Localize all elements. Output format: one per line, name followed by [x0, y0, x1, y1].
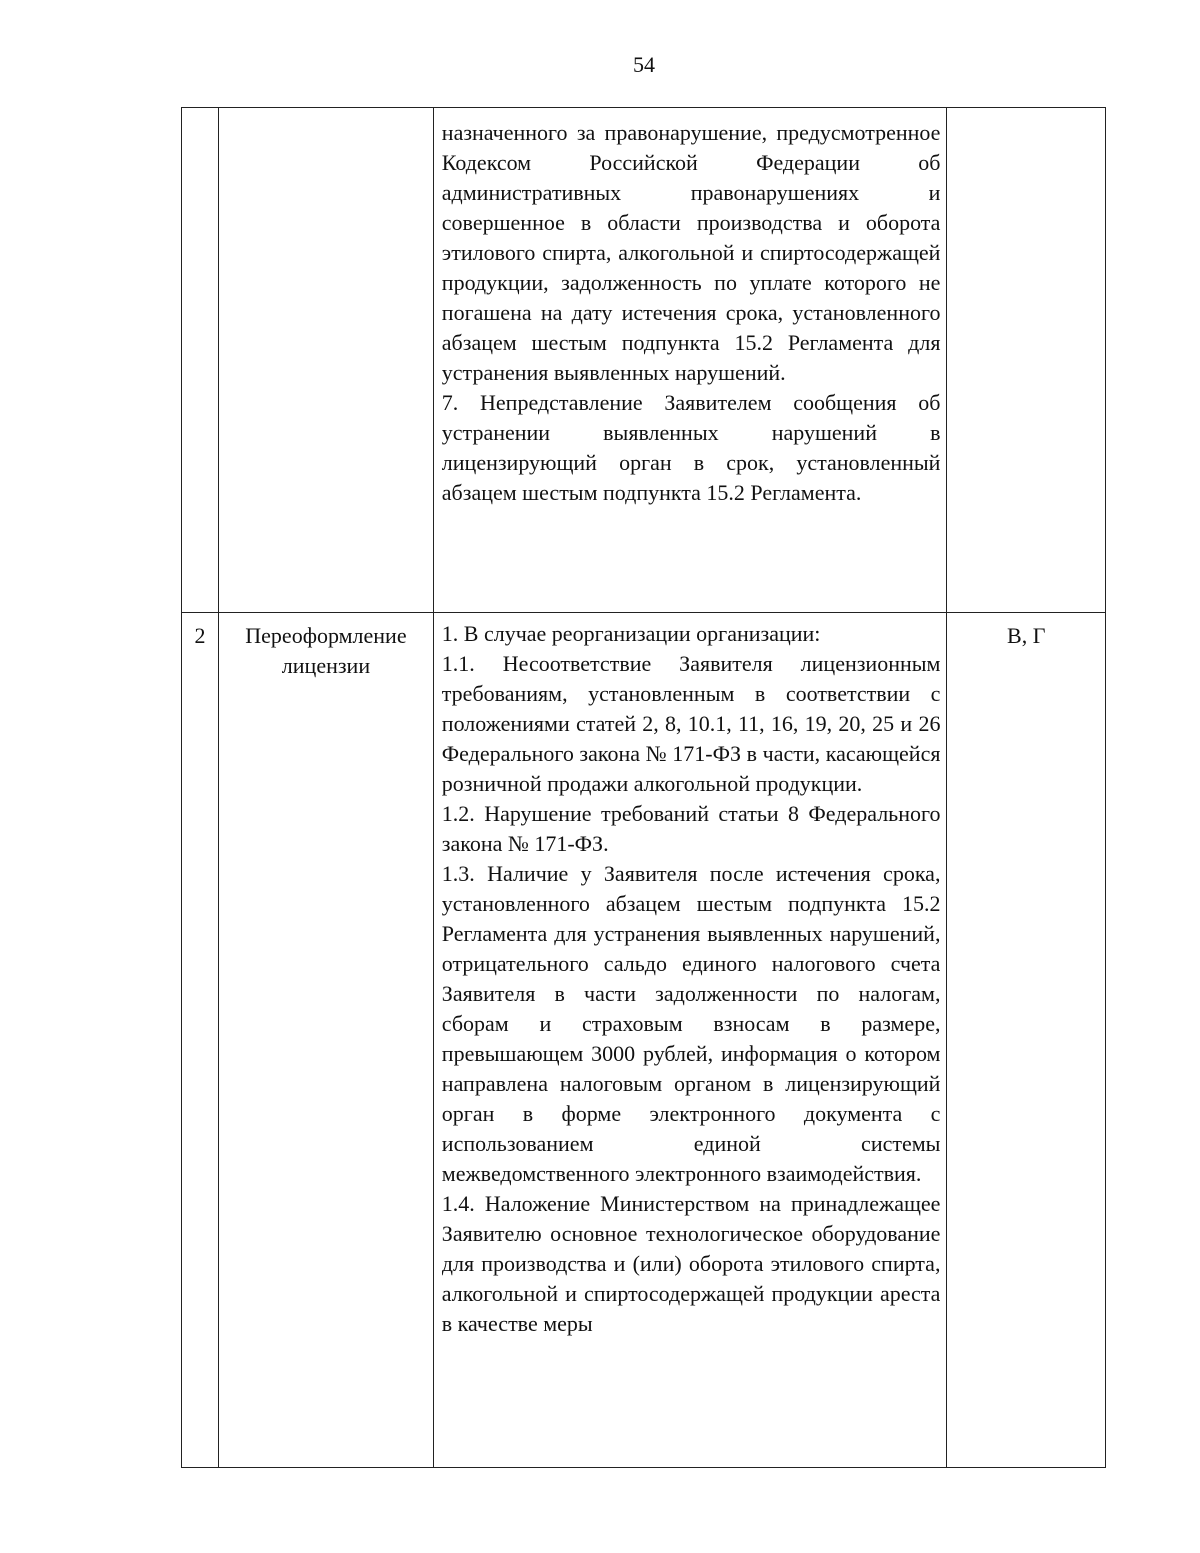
grounds-cell — [433, 108, 947, 613]
grounds-paragraph: 1.4. Наложение Министерством на принадлежащее Заявителю основное технологическое оборудование для производства и (или) оборота этилового спирта, алкогольной и спиртосодержащей продукции ареста в качестве меры — [441, 1191, 941, 1336]
grounds-paragraph: 1.3. Наличие у Заявителя после истечения срока, установленного абзацем шестым подпункта 15.2 Регламента для устранения выявленных нарушений, отрицательного сальдо единого налогового счета Заявителя в части задолженности по налогам, сборам и страховым взносам в размере, превышающем 3000 рублей, информация о котором направлена налоговым органом в лицензирующий орган в форме электронного документа с использованием единой системы межведомственного электронного взаимодействия. — [441, 861, 941, 1186]
grounds-cell — [433, 613, 947, 1468]
grounds-paragraph: 1. В случае реорганизации организации: — [441, 621, 821, 646]
grounds-paragraph: 1.1. Несоответствие Заявителя лицензионным требованиям, установленным в соответствии с положениями статей 2, 8, 10.1, 11, 16, 19, 20, 25 и 26 Федерального закона № 171-ФЗ в части, касающейся розничной продажи алкогольной продукции. — [441, 651, 941, 796]
code-cell: В, Г — [947, 613, 1106, 1468]
row-number-cell — [182, 108, 219, 613]
grounds-table — [181, 107, 1106, 1468]
table-row — [182, 613, 1106, 1468]
grounds-paragraph: 7. Непредставление Заявителем сообщения об устранении выявленных нарушений в лицензирующий орган в срок, установленный абзацем шестым подпункта 15.2 Регламента. — [441, 390, 941, 505]
grounds-paragraph: 1.2. Нарушение требований статьи 8 Федерального закона № 171-ФЗ. — [441, 801, 941, 856]
row-number-cell: 2 — [182, 613, 219, 1468]
code-cell — [947, 108, 1106, 613]
grounds-paragraph: назначенного за правонарушение, предусмотренное Кодексом Российской Федерации об административных правонарушениях и совершенное в области производства и оборота этилового спирта, алкогольной и спиртосодержащей продукции, задолженность по уплате которого не погашена на дату истечения срока, установленного абзацем шестым подпункта 15.2 Регламента для устранения выявленных нарушений. — [441, 120, 941, 385]
service-name-cell: Переоформление лицензии — [219, 613, 434, 1468]
page-number: 54 — [633, 52, 655, 77]
service-name-cell — [219, 108, 434, 613]
table-row — [182, 108, 1106, 613]
